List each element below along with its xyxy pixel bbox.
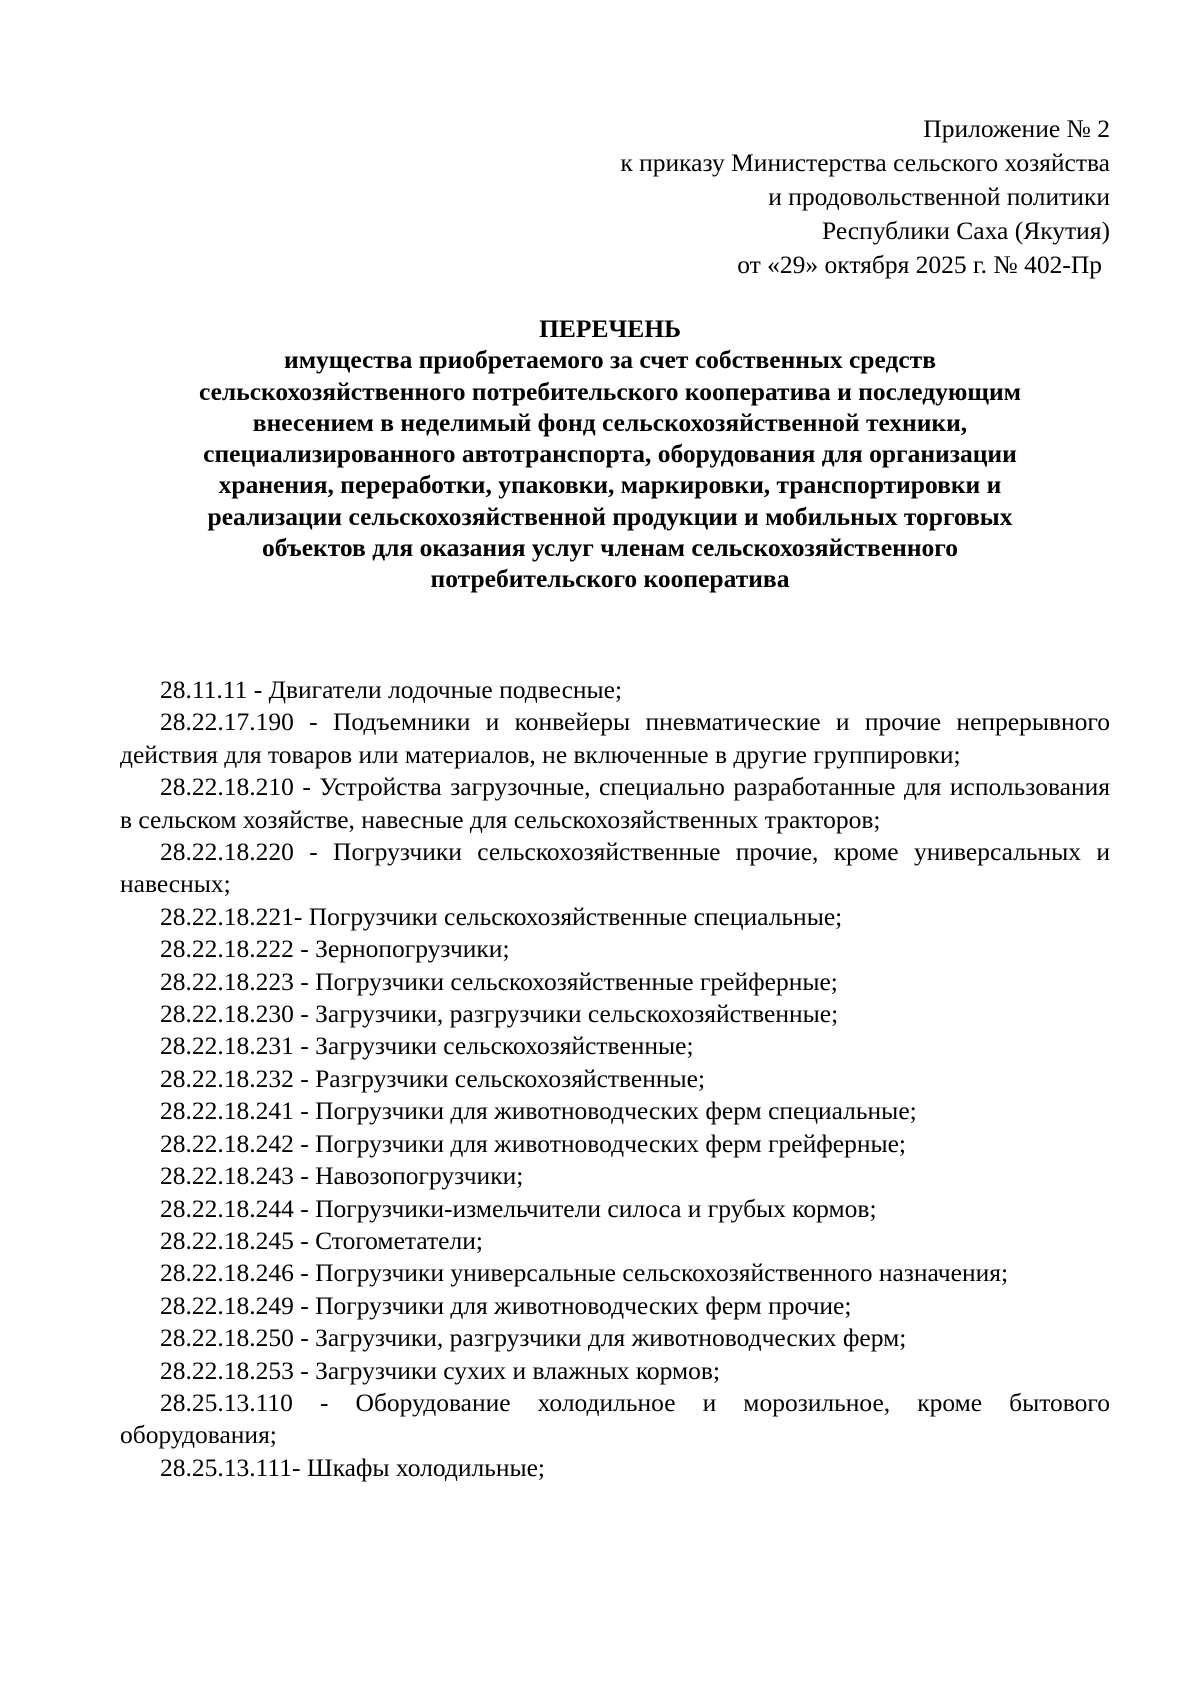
appendix-ministry-line: и продовольственной политики [768, 182, 1110, 211]
list-item: 28.11.11 - Двигатели лодочные подвесные; [160, 675, 623, 704]
list-item: 28.22.18.253 - Загрузчики сухих и влажных кормов; [160, 1355, 721, 1385]
heading-line: внесением в неделимый фонд сельскохозяйственной техники, [252, 407, 968, 437]
heading-line: имущества приобретаемого за счет собственных средств [284, 345, 936, 375]
list-item: 28.22.18.232 - Разгрузчики сельскохозяйственные; [160, 1063, 706, 1093]
appendix-number: Приложение № 2 [923, 114, 1110, 143]
list-item: 28.22.18.245 - Стогометатели; [160, 1225, 483, 1255]
appendix-header [410, 112, 1110, 282]
list-item: 28.22.18.250 - Загрузчики, разгрузчики для животноводческих ферм; [160, 1323, 907, 1353]
heading-line: объектов для оказания услуг членам сельскохозяйственного [262, 533, 958, 563]
list-item: 28.22.18.221- Погрузчики сельскохозяйственные специальные; [160, 901, 843, 931]
heading-line: хранения, переработки, упаковки, маркировки, транспортировки и [218, 470, 1002, 500]
list-item: 28.22.18.231 - Загрузчики сельскохозяйственные; [160, 1031, 694, 1061]
list-item: 28.22.18.210 - Устройства загрузочные, специально разработанные для использования в сельском хозяйстве, навесные для сельскохозяйственных тракторов; [120, 772, 1110, 834]
appendix-order-date: от «29» октября 2025 г. № 402-Пр [737, 250, 1102, 279]
list-item: 28.22.18.242 - Погрузчики для животноводческих ферм грейферные; [160, 1128, 907, 1158]
list-item: 28.22.18.243 - Навозопогрузчики; [160, 1161, 524, 1191]
appendix-order-ref: к приказу Министерства сельского хозяйства [620, 148, 1110, 177]
list-item: 28.22.18.230 - Загрузчики, разгрузчики сельскохозяйственные; [160, 999, 839, 1029]
appendix-republic: Республики Саха (Якутия) [821, 216, 1110, 245]
page-title: ПЕРЕЧЕНЬ [539, 314, 681, 343]
list-item: 28.22.18.244 - Погрузчики-измельчители силоса и грубых кормов; [160, 1193, 877, 1223]
list-item: 28.25.13.111- Шкафы холодильные; [160, 1452, 546, 1482]
list-item: 28.25.13.110 - Оборудование холодильное и морозильное, кроме бытового оборудования; [120, 1387, 1110, 1450]
okpd-code-list [120, 674, 1110, 1484]
heading-line: потребительского кооператива [430, 564, 790, 594]
list-item: 28.22.18.220 - Погрузчики сельскохозяйственные прочие, кроме универсальных и навесных; [120, 837, 1110, 899]
heading-line: реализации сельскохозяйственной продукции и мобильных торговых [207, 501, 1013, 531]
heading-line: сельскохозяйственного потребительского кооператива и последующим [198, 376, 1022, 406]
list-item: 28.22.18.249 - Погрузчики для животноводческих ферм прочие; [160, 1290, 852, 1320]
document-heading [110, 313, 1110, 595]
heading-line: специализированного автотранспорта, оборудования для организации [203, 439, 1017, 469]
list-item: 28.22.18.241 - Погрузчики для животноводческих ферм специальные; [160, 1096, 917, 1126]
list-item: 28.22.18.223 - Погрузчики сельскохозяйственные грейферные; [160, 966, 838, 996]
list-item: 28.22.18.222 - Зернопогрузчики; [160, 934, 510, 964]
list-item: 28.22.17.190 - Подъемники и конвейеры пневматические и прочие непрерывного действия для товаров или материалов, не включенные в другие группировки; [120, 707, 1110, 769]
list-item: 28.22.18.246 - Погрузчики универсальные сельскохозяйственного назначения; [160, 1258, 1009, 1288]
